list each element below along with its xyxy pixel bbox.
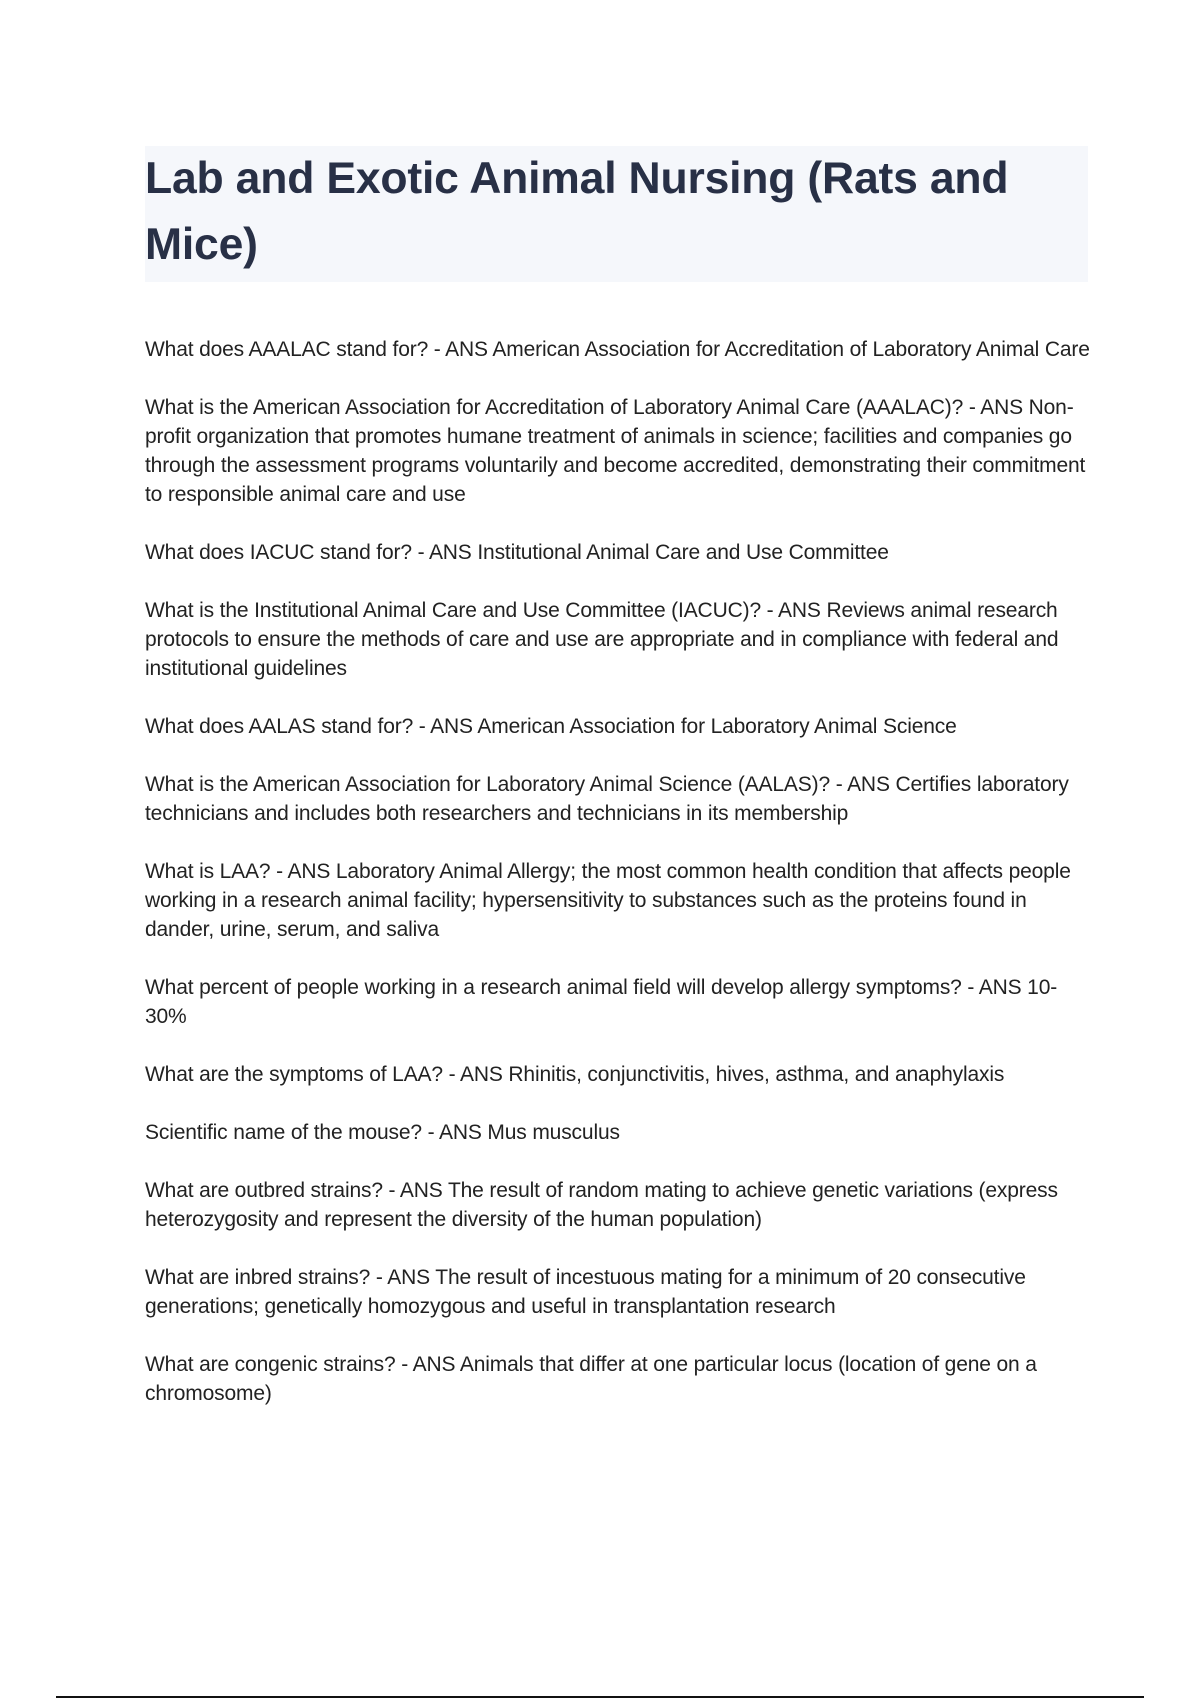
qa-item: What are the symptoms of LAA? - ANS Rhinitis, conjunctivitis, hives, asthma, and anaphylaxis	[145, 1063, 1005, 1086]
title-block	[145, 146, 1088, 282]
qa-item: Scientific name of the mouse? - ANS Mus musculus	[145, 1121, 620, 1144]
qa-item: What does IACUC stand for? - ANS Institutional Animal Care and Use Committee	[145, 541, 889, 564]
qa-item: What are inbred strains? - ANS The result of incestuous mating for a minimum of 20 consecutive generations; genetically homozygous and useful in transplantation research	[145, 1266, 1026, 1318]
footer-divider	[56, 1696, 1144, 1698]
qa-item: What is the American Association for Accreditation of Laboratory Animal Care (AAALAC)? - ANS Non-profit organization that promotes humane treatment of animals in science; facilities and companies go through the assessment programs voluntarily and become accredited, demonstrating their commitment to responsible animal care and use	[145, 396, 1086, 506]
qa-item: What is the American Association for Laboratory Animal Science (AALAS)? - ANS Certifies laboratory technicians and includes both researchers and technicians in its membership	[145, 773, 1069, 825]
qa-item: What are congenic strains? - ANS Animals that differ at one particular locus (location of gene on a chromosome)	[145, 1353, 1037, 1405]
qa-item: What is LAA? - ANS Laboratory Animal Allergy; the most common health condition that affects people working in a research animal facility; hypersensitivity to substances such as the proteins found in dander, urine, serum, and saliva	[145, 860, 1071, 941]
qa-list	[145, 335, 1090, 1437]
qa-item: What percent of people working in a research animal field will develop allergy symptoms? - ANS 10-30%	[145, 976, 1058, 1028]
qa-item: What does AAALAC stand for? - ANS American Association for Accreditation of Laboratory Animal Care	[145, 338, 1090, 361]
qa-item: What does AALAS stand for? - ANS American Association for Laboratory Animal Science	[145, 715, 957, 738]
qa-item: What are outbred strains? - ANS The result of random mating to achieve genetic variations (express heterozygosity and represent the diversity of the human population)	[145, 1179, 1058, 1231]
document-title: Lab and Exotic Animal Nursing (Rats and Mice)	[145, 154, 1009, 269]
qa-item: What is the Institutional Animal Care and Use Committee (IACUC)? - ANS Reviews animal research protocols to ensure the methods of care and use are appropriate and in compliance with federal and institutional guidelines	[145, 599, 1059, 680]
